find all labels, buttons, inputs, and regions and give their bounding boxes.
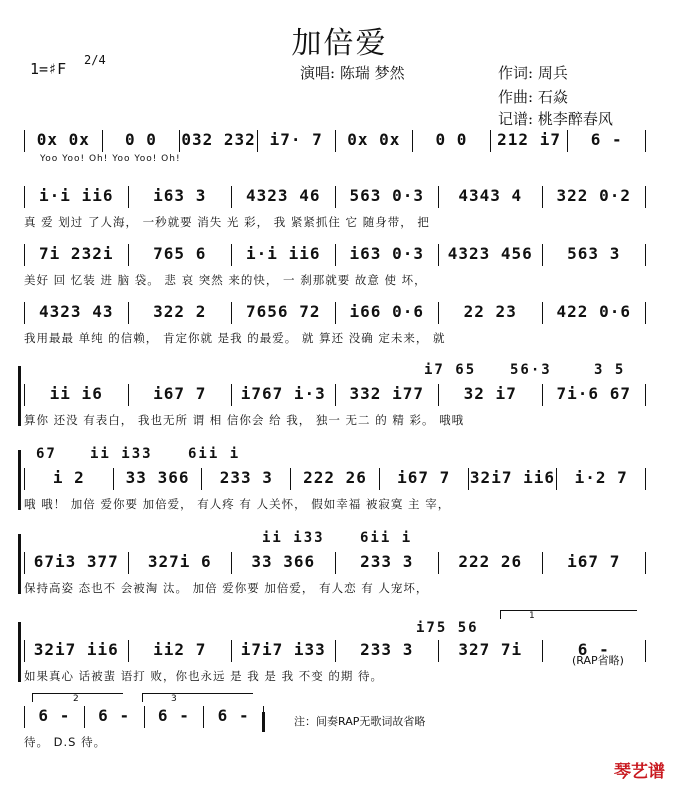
measure: 7656 72 (246, 302, 321, 321)
lyrics-line: Yoo Yoo! Oh! Yoo Yoo! Oh! (40, 154, 181, 164)
measure: 33 366 (125, 468, 190, 487)
measure: 32i7 ii6 (469, 468, 555, 487)
system-bracket-1 (18, 366, 21, 426)
measure: 563 0·3 (349, 186, 424, 205)
measure: 327i 6 (147, 552, 212, 571)
measure: 222 26 (458, 552, 523, 571)
system-bracket-4 (18, 622, 21, 682)
upper-notes-1: i7 65 (424, 362, 477, 378)
upper-notes-3: 3 5 (594, 362, 626, 378)
upper-notes-2: 56·3 (510, 362, 552, 378)
notes-line (24, 384, 646, 406)
barline (645, 640, 646, 662)
transcriber-credit: 记谱: 桃李醉春风 (498, 110, 613, 128)
measure: 6 - (577, 640, 610, 659)
lyrics-line: 算你 还没 有表白， 我也无所 谓 相 信你会 给 我， 独一 无二 的 精 彩。 哦哦 (24, 413, 465, 427)
key-signature: 1=♯F (30, 60, 67, 78)
measure: i·2 7 (574, 468, 628, 487)
notes-line (24, 552, 646, 574)
lyrics-line: 待。 D.S 待。 (24, 735, 107, 749)
song-title: 加倍爱 (291, 26, 388, 61)
system-bracket-3 (18, 534, 21, 594)
site-logo: 琴艺谱 (614, 762, 665, 782)
measure: 6 - (98, 706, 131, 725)
measure: 32 i7 (463, 384, 517, 403)
measure: 563 3 (567, 244, 621, 263)
measure: 4323 46 (246, 186, 321, 205)
measure: 032 232 (181, 130, 256, 149)
volta-2 (32, 693, 123, 702)
measure: 7i 232i (39, 244, 114, 263)
measure: 233 3 (360, 552, 414, 571)
lyrics-line: 保持高姿 态也不 会被淘 汰。 加倍 爱你要 加倍爱， 有人恋 有 人宠坏， (24, 581, 429, 595)
measure: 322 2 (153, 302, 207, 321)
barline (645, 468, 646, 490)
lyrics-line: 我用最最 单纯 的信赖， 肯定你就 是我 的最爱。 就 算还 没确 定未来， 就 (24, 331, 446, 345)
barline (645, 186, 646, 208)
measure: ii i6 (49, 384, 103, 403)
notes-line (24, 706, 264, 728)
system-bracket-2 (18, 450, 21, 510)
final-barline (262, 712, 265, 732)
lyrics-line: 美好 回 忆装 进 脑 袋。 悲 哀 突然 来的快， 一 刹那就要 故意 使 坏， (24, 273, 427, 287)
measure: i767 i·3 (240, 384, 326, 403)
lyrics-line: 如果真心 话被蜚 语打 败，你也永远 是 我 是 我 不变 的期 待。 (24, 669, 384, 683)
meter: 2/4 (84, 53, 106, 67)
measure: 322 0·2 (556, 186, 631, 205)
measure: 233 3 (360, 640, 414, 659)
measure: i·i ii6 (246, 244, 321, 263)
volta-3-label: 3 (171, 694, 177, 704)
measure: 22 23 (463, 302, 517, 321)
footnote: 注：间奏RAP无歌词故省略 (294, 715, 426, 728)
upper-notes-4: 67 (36, 446, 57, 462)
barline (645, 552, 646, 574)
upper-notes-9: i75 56 (416, 620, 479, 636)
measure: 765 6 (153, 244, 207, 263)
composer-credit: 作曲: 石焱 (498, 88, 568, 106)
barline (645, 244, 646, 266)
notes-line (24, 244, 646, 266)
upper-notes-7: ii i33 (262, 530, 325, 546)
measure: 4343 4 (458, 186, 523, 205)
upper-notes-8: 6ii i (360, 530, 413, 546)
measure: 0x 0x (347, 130, 401, 149)
measure: 33 366 (251, 552, 316, 571)
notes-line (24, 186, 646, 208)
measure: 327 7i (458, 640, 523, 659)
measure: 422 0·6 (556, 302, 631, 321)
time-signature (84, 54, 106, 66)
upper-notes-6: 6ii i (188, 446, 241, 462)
measure: i66 0·6 (349, 302, 424, 321)
notes-line (24, 130, 646, 152)
measure: 6 - (157, 706, 190, 725)
measure: i7i7 i33 (240, 640, 326, 659)
measure: i67 7 (567, 552, 621, 571)
notes-line (24, 640, 646, 662)
measure: 6 - (38, 706, 71, 725)
measure: i 2 (52, 468, 85, 487)
measure: 7i·6 67 (556, 384, 631, 403)
measure: i63 0·3 (349, 244, 424, 263)
measure: 233 3 (219, 468, 273, 487)
barline (645, 130, 646, 152)
lyrics-line: 哦 哦！ 加倍 爱你要 加倍爱， 有人疼 有 人关怀， 假如幸福 被寂寞 主 宰， (24, 497, 451, 511)
measure: 0 0 (124, 130, 157, 149)
measure: i67 7 (153, 384, 207, 403)
upper-notes-5: ii i33 (90, 446, 153, 462)
lyricist-credit: 作词: 周兵 (498, 64, 568, 82)
measure: 6 - (217, 706, 250, 725)
measure: 0x 0x (36, 130, 90, 149)
measure: 0 0 (435, 130, 468, 149)
measure: ii2 7 (153, 640, 207, 659)
rap-note: (RAP省略) (572, 654, 624, 667)
volta-3 (142, 693, 253, 702)
notes-line (24, 302, 646, 324)
measure: i63 3 (153, 186, 207, 205)
volta-1-label: 1 (529, 611, 535, 621)
measure: i·i ii6 (39, 186, 114, 205)
measure: 4323 456 (447, 244, 533, 263)
lyrics-line: 真 爱 划过 了人海， 一秒就要 消失 光 彩， 我 紧紧抓住 它 随身带， 把 (24, 215, 430, 229)
measure: i67 7 (397, 468, 451, 487)
volta-2-label: 2 (73, 694, 79, 704)
measure: 67i3 377 (33, 552, 119, 571)
measure: 32i7 ii6 (33, 640, 119, 659)
volta-1 (500, 610, 637, 619)
measure: 4323 43 (39, 302, 114, 321)
singer-credit: 演唱: 陈瑞 梦然 (300, 64, 405, 82)
measure: 222 26 (303, 468, 367, 487)
measure: 212 i7 (497, 130, 561, 149)
measure: 332 i77 (349, 384, 424, 403)
barline (645, 384, 646, 406)
notes-line (24, 468, 646, 490)
measure: 6 - (590, 130, 623, 149)
barline (645, 302, 646, 324)
measure: i7· 7 (269, 130, 323, 149)
